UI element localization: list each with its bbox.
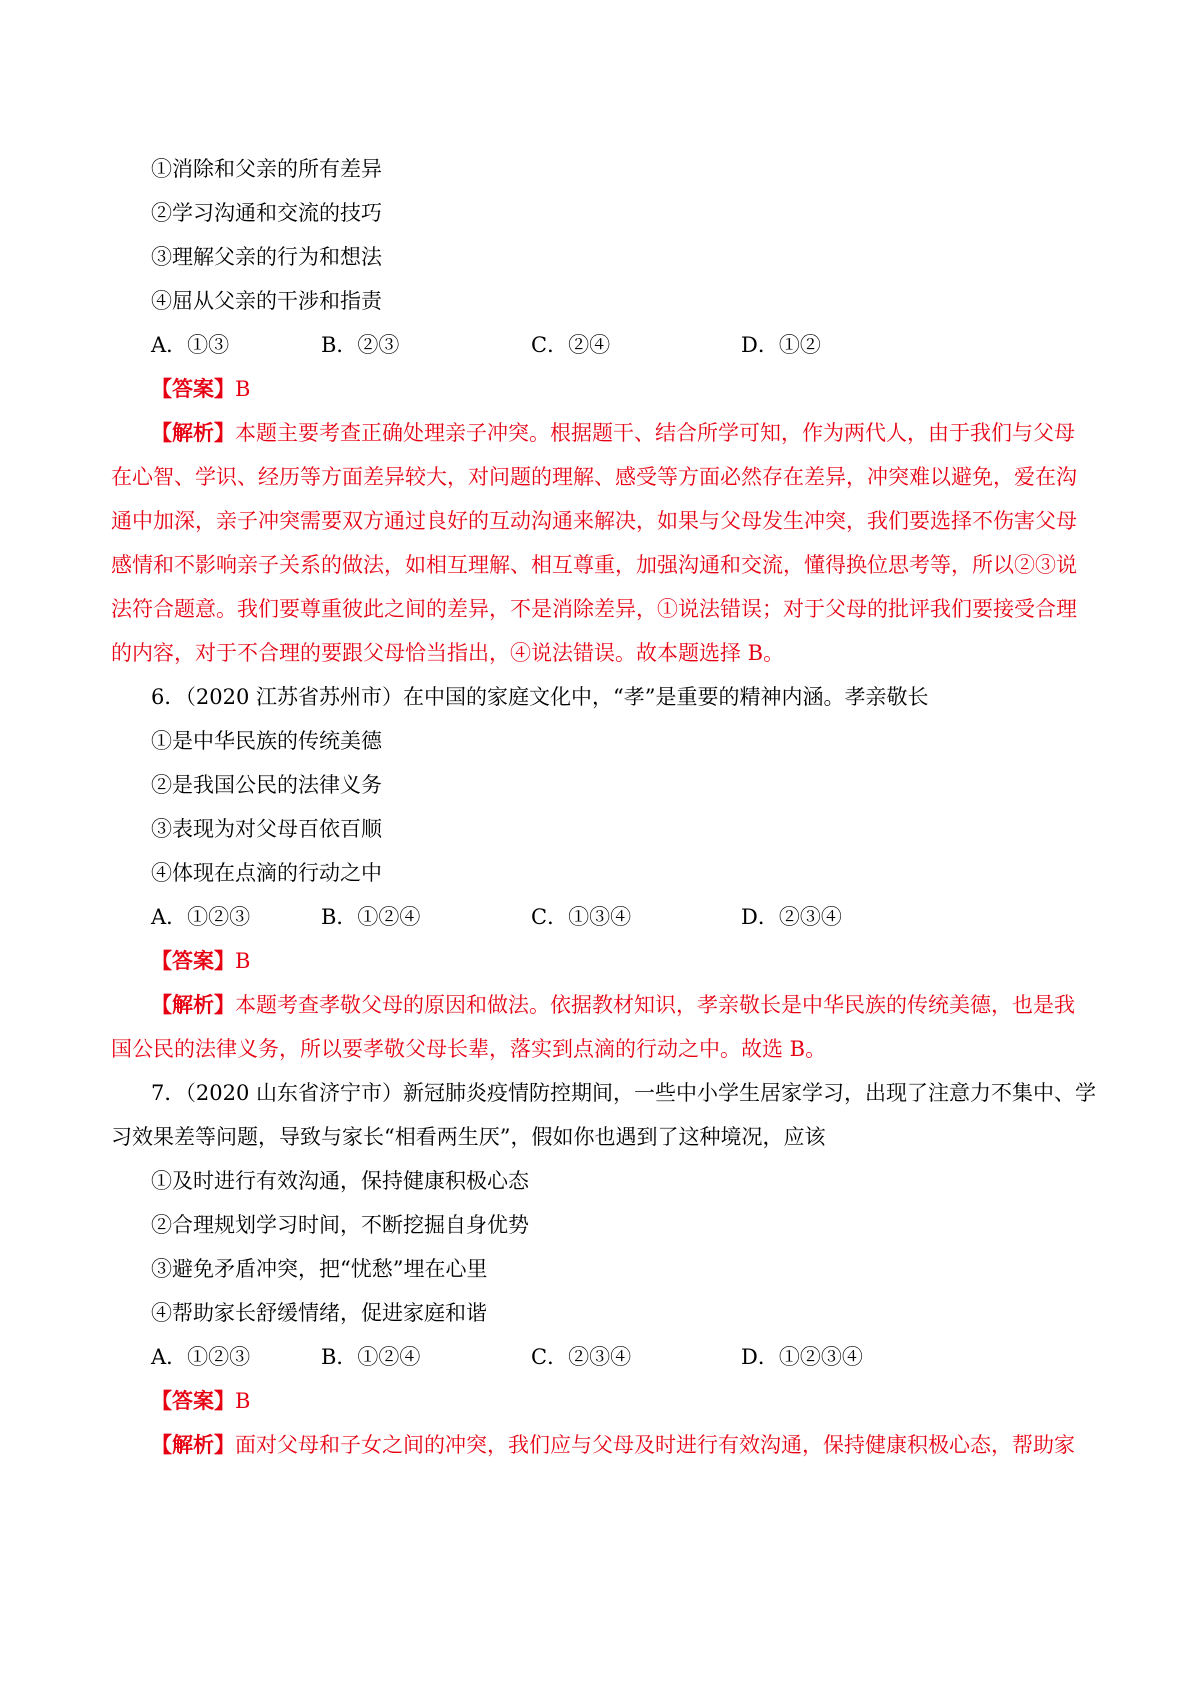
- q5-choice-b: B．②③: [321, 333, 400, 357]
- q7-stem-line-1: 7．（2020 山东省济宁市）新冠肺炎疫情防控期间，一些中小学生居家学习，出现了注意力不集中、学: [151, 1081, 1096, 1105]
- q6-option-2: ②是我国公民的法律义务: [151, 773, 382, 797]
- answer-tag: 【答案】: [151, 376, 235, 401]
- q7-stem-line-2: 习效果差等问题，导致与家长“相看两生厌”，假如你也遇到了这种境况，应该: [111, 1125, 826, 1149]
- answer-value: B: [235, 949, 251, 973]
- q5-option-4: ④屈从父亲的干涉和指责: [151, 289, 382, 313]
- answer-value: B: [235, 377, 251, 401]
- q6-analysis-line-2: 国公民的法律义务，所以要孝敬父母长辈，落实到点滴的行动之中。故选 B。: [111, 1037, 827, 1061]
- analysis-text: 面对父母和子女之间的冲突，我们应与父母及时进行有效沟通，保持健康积极心态，帮助家: [235, 1433, 1075, 1457]
- q5-option-2: ②学习沟通和交流的技巧: [151, 201, 382, 225]
- q7-option-4: ④帮助家长舒缓情绪，促进家庭和谐: [151, 1301, 487, 1325]
- q6-option-4: ④体现在点滴的行动之中: [151, 861, 382, 885]
- q6-answer: [151, 946, 250, 976]
- analysis-tag: 【解析】: [151, 1432, 235, 1457]
- q7-choice-c: C．②③④: [531, 1345, 632, 1369]
- q6-option-1: ①是中华民族的传统美德: [151, 729, 382, 753]
- answer-tag: 【答案】: [151, 948, 235, 973]
- q6-choice-b: B．①②④: [321, 905, 421, 929]
- analysis-tag: 【解析】: [151, 420, 235, 445]
- q6-analysis-line-1: [151, 990, 1075, 1020]
- q7-option-1: ①及时进行有效沟通，保持健康积极心态: [151, 1169, 529, 1193]
- q7-answer: [151, 1386, 250, 1416]
- q7-choice-b: B．①②④: [321, 1345, 421, 1369]
- q5-choice-c: C．②④: [531, 333, 611, 357]
- q5-analysis-line-5: 法符合题意。我们要尊重彼此之间的差异，不是消除差异，①说法错误；对于父母的批评我们要接受合理: [111, 597, 1077, 621]
- q5-choice-a: A．①③: [151, 333, 230, 357]
- q5-choice-d: D．①②: [741, 333, 821, 357]
- q5-analysis-line-4: 感情和不影响亲子关系的做法，如相互理解、相互尊重，加强沟通和交流，懂得换位思考等，所以②③说: [111, 553, 1077, 577]
- analysis-text: 本题考查孝敬父母的原因和做法。依据教材知识，孝亲敬长是中华民族的传统美德，也是我: [235, 993, 1075, 1017]
- q6-stem: 6．（2020 江苏省苏州市）在中国的家庭文化中，“孝”是重要的精神内涵。孝亲敬长: [151, 685, 929, 709]
- q5-analysis-line-1: [151, 418, 1075, 448]
- q5-analysis-line-6: 的内容，对于不合理的要跟父母恰当指出，④说法错误。故本题选择 B。: [111, 641, 785, 665]
- analysis-tag: 【解析】: [151, 992, 235, 1017]
- q6-option-3: ③表现为对父母百依百顺: [151, 817, 382, 841]
- q6-choice-a: A．①②③: [151, 905, 251, 929]
- answer-tag: 【答案】: [151, 1388, 235, 1413]
- answer-value: B: [235, 1389, 251, 1413]
- analysis-text: 本题主要考查正确处理亲子冲突。根据题干、结合所学可知，作为两代人，由于我们与父母: [235, 421, 1075, 445]
- q5-analysis-line-3: 通中加深，亲子冲突需要双方通过良好的互动沟通来解决，如果与父母发生冲突，我们要选择不伤害父母: [111, 509, 1077, 533]
- q5-option-3: ③理解父亲的行为和想法: [151, 245, 382, 269]
- q5-option-1: ①消除和父亲的所有差异: [151, 157, 382, 181]
- q7-choice-d: D．①②③④: [741, 1345, 863, 1369]
- q7-option-3: ③避免矛盾冲突，把“忧愁”埋在心里: [151, 1257, 488, 1281]
- q5-analysis-line-2: 在心智、学识、经历等方面差异较大，对问题的理解、感受等方面必然存在差异，冲突难以避免，爱在沟: [111, 465, 1077, 489]
- q7-choice-a: A．①②③: [151, 1345, 251, 1369]
- q6-choice-d: D．②③④: [741, 905, 842, 929]
- q6-choice-c: C．①③④: [531, 905, 632, 929]
- q5-answer: [151, 374, 250, 404]
- q7-analysis-line-1: [151, 1430, 1075, 1460]
- q7-option-2: ②合理规划学习时间，不断挖掘自身优势: [151, 1213, 529, 1237]
